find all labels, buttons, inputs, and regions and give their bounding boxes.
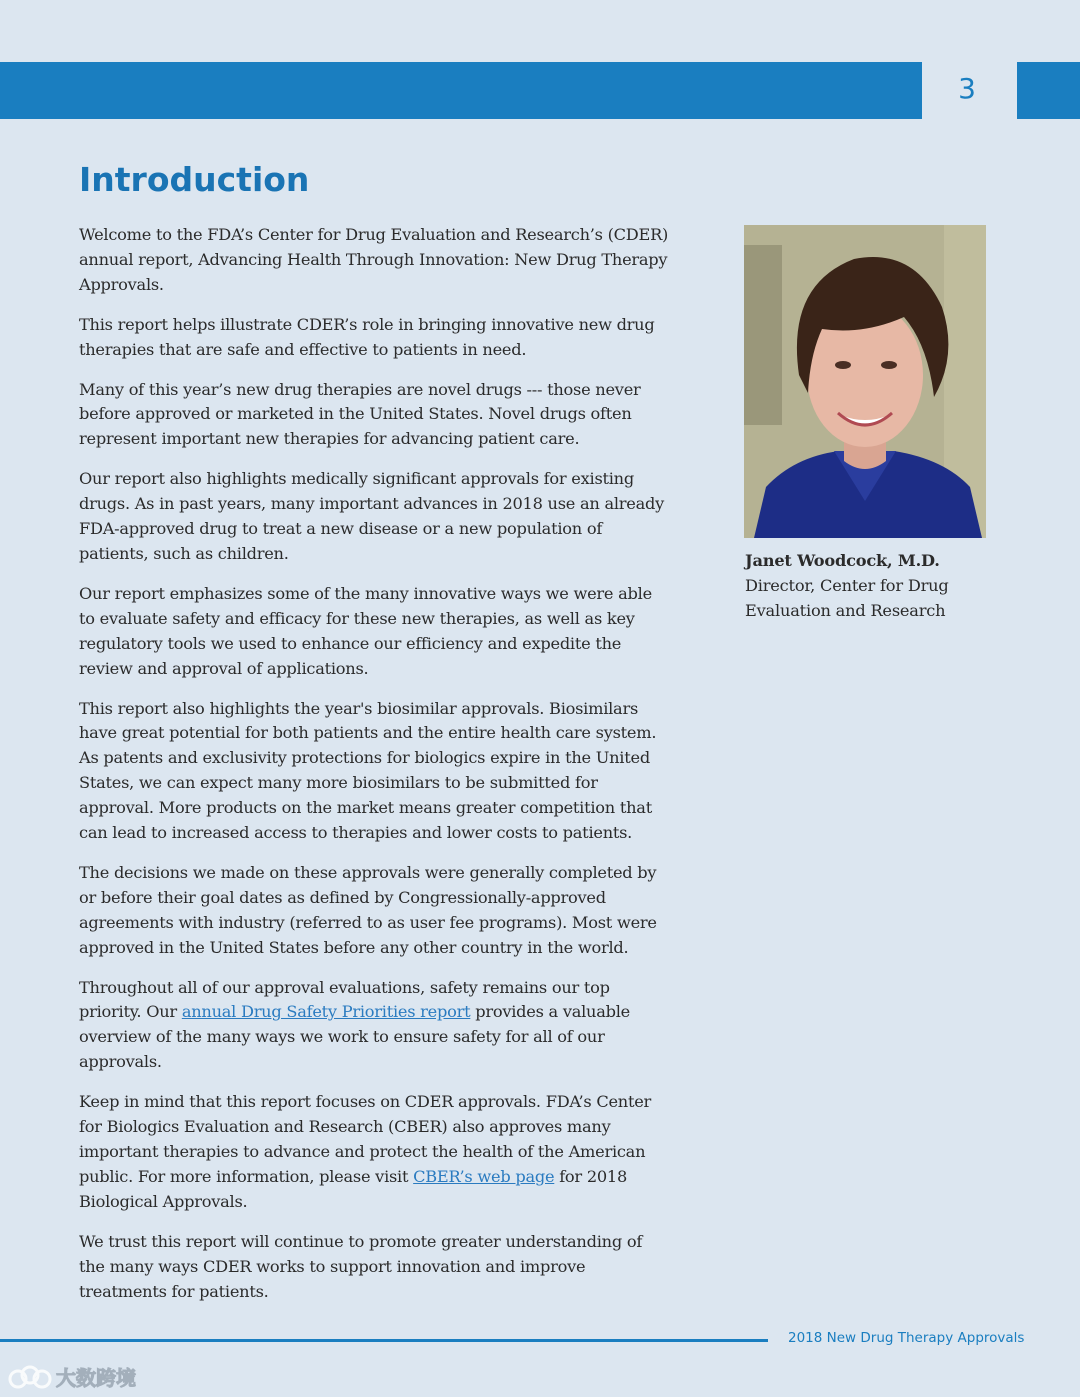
paragraph-biosimilars: This report also highlights the year's biosimilar approvals. Biosimilars have great potential for both patients and the entire health care system. As patents and exclusivity protections for biologics expire in the United States, we can expect many more biosimilars to be submitted for approval. More products on the market means greater competition that can lead to increased access to therapies and lower costs to patients. <box>79 698 657 843</box>
watermark-logo-icon <box>8 1363 52 1391</box>
paragraph-safety: Throughout all of our approval evaluations, safety remains our top priority. Our annual Drug Safety Priorities report provides a valuable overview of the many ways we work to ensure safety for all of our approvals. <box>79 977 631 1072</box>
watermark <box>8 1362 136 1391</box>
footer-report-title: 2018 New Drug Therapy Approvals <box>788 1330 1025 1346</box>
intro-body <box>79 223 669 1319</box>
paragraph-welcome: Welcome to the FDA’s Center for Drug Evaluation and Research’s (CDER) annual report, Advancing Health Through Innovation: New Drug Therapy Approvals. <box>79 225 669 294</box>
footer-rule <box>0 1339 768 1342</box>
drug-safety-priorities-link[interactable]: annual Drug Safety Priorities report <box>181 1002 471 1022</box>
paragraph-existing-drugs: Our report also highlights medically significant approvals for existing drugs. As in past years, many important advances in 2018 use an already FDA-approved drug to treat a new disease or a new population of patients, such as children. <box>79 469 665 563</box>
header-bar-right <box>1017 62 1080 119</box>
director-portrait-photo <box>744 225 986 538</box>
watermark-text: 大数跨境 <box>56 1366 136 1390</box>
paragraph-novel-drugs: Many of this year’s new drug therapies are novel drugs --- those never before approved or marketed in the United States. Novel drugs often represent important new therapies for advancing patient care. <box>79 379 641 449</box>
portrait-illustration <box>744 225 986 538</box>
cber-web-page-link[interactable]: CBER’s web page <box>413 1166 555 1186</box>
caption-name: Janet Woodcock, M.D. <box>745 551 940 570</box>
portrait-caption <box>745 549 1045 624</box>
caption-role-line1: Director, Center for Drug <box>745 575 949 595</box>
paragraph-cber: Keep in mind that this report focuses on CDER approvals. FDA’s Center for Biologics Evaluation and Research (CBER) also approves many important therapies to advance and protect the health of the American public. For more information, please visit CBER’s web page for 2018 Biological Approvals. <box>79 1092 652 1211</box>
page-number: 3 <box>958 72 976 105</box>
page-title: Introduction <box>79 160 310 199</box>
header-bar-left <box>0 62 922 119</box>
paragraph-decisions: The decisions we made on these approvals were generally completed by or before their goal dates as defined by Congressionally-approved agreements with industry (referred to as user fee programs). Most were approved in the United States before any other country in the world. <box>79 862 657 957</box>
paragraph-role: This report helps illustrate CDER’s role in bringing innovative new drug therapies that are safe and effective to patients in need. <box>79 314 655 359</box>
caption-role-line2: Evaluation and Research <box>745 600 946 620</box>
paragraph-closing: We trust this report will continue to promote greater understanding of the many ways CDER works to support innovation and improve treatments for patients. <box>79 1231 643 1301</box>
paragraph-innovative-ways: Our report emphasizes some of the many innovative ways we were able to evaluate safety and efficacy for these new therapies, as well as key regulatory tools we used to enhance our efficiency and expedite the review and approval of applications. <box>79 583 652 678</box>
